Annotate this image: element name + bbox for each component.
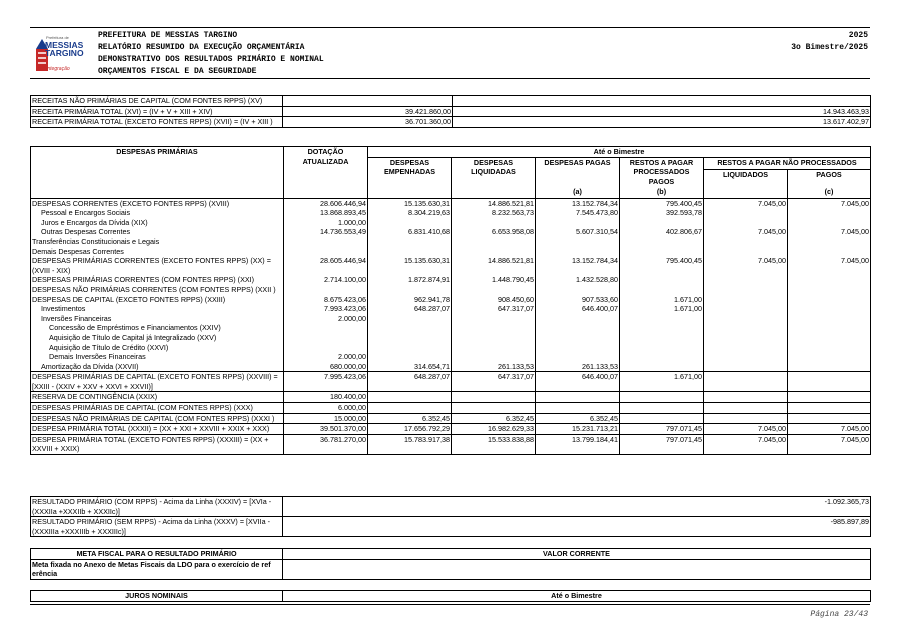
despesa-row [31,237,871,247]
despesa-rp-pagos [788,362,871,372]
despesa-pagas [536,314,620,324]
despesa-rp-liquidados [704,295,788,305]
despesa-label: DESPESAS PRIMÁRIAS CORRENTES (COM FONTES RPPS) (XXI) [31,275,284,285]
despesa-rp-pagos: 7.045,00 [788,256,871,275]
despesa-rp-liquidados [704,343,788,353]
despesa-row [31,343,871,353]
despesa-row [31,247,871,257]
despesa-liquidadas [452,323,536,333]
despesa-pagas [536,323,620,333]
despesa-empenhadas: 17.656.792,29 [368,424,452,435]
despesa-pagas: 261.133,53 [536,362,620,372]
despesa-row [31,275,871,285]
despesa-empenhadas: 15.135.630,31 [368,256,452,275]
despesa-pagas: 646.400,07 [536,304,620,314]
despesa-label: DESPESAS CORRENTES (EXCETO FONTES RPPS) (XVIII) [31,198,284,208]
resultado-value: -985.897,89 [283,517,871,537]
despesa-dotacao [284,237,368,247]
budgets-title: ORÇAMENTOS FISCAL E DA SEGURIDADE [98,67,257,76]
despesa-dotacao: 39.501.370,00 [284,424,368,435]
despesa-rp-pagos [788,352,871,362]
despesa-pagas: 5.607.310,54 [536,227,620,237]
despesa-rp-pagos: 7.045,00 [788,424,871,435]
despesa-label: DESPESAS PRIMÁRIAS DE CAPITAL (EXCETO FONTES RPPS) (XXVIII) = [XXIII - (XXIV + XXV + XXVI + XXVII)] [31,372,284,392]
receita-realizada: 14.943.463,93 [453,106,871,117]
despesa-pagas [536,352,620,362]
despesa-rp-liquidados: 7.045,00 [704,434,788,454]
resultado-label: RESULTADO PRIMÁRIO (SEM RPPS) - Acima da Linha (XXXV) = [XVIIa - (XXXIIIa +XXXIIIb + XXXIIIc)] [31,517,283,537]
despesa-dotacao [284,247,368,257]
despesa-row [31,333,871,343]
despesa-rp-pagos [788,392,871,403]
despesa-label: Amortização da Dívida (XXVII) [31,362,284,372]
despesa-liquidadas: 647.317,07 [452,304,536,314]
despesa-rp-pagos: 7.045,00 [788,198,871,208]
despesa-liquidadas: 647.317,07 [452,372,536,392]
despesa-row [31,227,871,237]
despesa-empenhadas [368,247,452,257]
despesa-rp-liquidados [704,352,788,362]
despesa-rp-liquidados [704,304,788,314]
despesa-liquidadas: 1.448.790,45 [452,275,536,285]
despesa-rp-pagos [788,304,871,314]
despesa-empenhadas: 962.941,78 [368,295,452,305]
despesa-empenhadas: 648.287,07 [368,304,452,314]
despesa-dotacao: 7.995.423,06 [284,372,368,392]
despesa-liquidadas: 908.450,60 [452,295,536,305]
despesa-rp-liquidados [704,362,788,372]
despesa-label: DESPESA PRIMÁRIA TOTAL (XXXII) = (XX + XXI + XXVIII + XXIX + XXX) [31,424,284,435]
despesa-rp-pagos [788,218,871,228]
receita-row [31,96,871,107]
entity-name: PREFEITURA DE MESSIAS TARGINO [98,31,238,40]
despesa-row [31,198,871,208]
despesa-rp-liquidados [704,208,788,218]
despesa-rp-pagos [788,343,871,353]
despesa-rp-liquidados: 7.045,00 [704,424,788,435]
receita-row [31,106,871,117]
meta-col-title: META FISCAL PARA O RESULTADO PRIMÁRIO [31,549,283,560]
despesa-rp-liquidados [704,403,788,414]
receita-label: RECEITAS NÃO PRIMÁRIAS DE CAPITAL (COM FONTES RPPS) (XV) [31,96,283,107]
despesa-label: Inversões Financeiras [31,314,284,324]
despesa-empenhadas: 8.304.219,63 [368,208,452,218]
despesa-pagas [536,333,620,343]
meta-row-value [283,559,871,579]
despesa-label: Concessão de Empréstimos e Financiamentos (XXIV) [31,323,284,333]
despesa-label: DESPESAS PRIMÁRIAS DE CAPITAL (COM FONTES RPPS) (XXX) [31,403,284,414]
empenhadas-col-title: DESPESAS EMPENHADAS [368,157,452,198]
rp-processados-col-title [620,157,704,198]
despesa-rp-liquidados [704,333,788,343]
rp-liquidados-col-title: LIQUIDADOS [704,169,788,198]
despesa-pagas: 13.152.784,34 [536,256,620,275]
juros-col-title: JUROS NOMINAIS [31,591,283,602]
despesa-rp-processados [620,333,704,343]
despesa-pagas [536,218,620,228]
despesa-liquidadas [452,343,536,353]
receita-previsao: 36.701.360,00 [283,117,453,128]
despesa-rp-liquidados: 7.045,00 [704,227,788,237]
despesa-row [31,362,871,372]
despesa-rp-processados: 1.671,00 [620,304,704,314]
despesa-empenhadas [368,333,452,343]
despesa-empenhadas: 648.287,07 [368,372,452,392]
despesa-pagas [536,247,620,257]
rp-processados-label: RESTOS A PAGAR PROCESSADOS PAGOS [629,157,694,186]
despesa-rp-processados: 795.400,45 [620,198,704,208]
report-title: RELATÓRIO RESUMIDO DA EXECUÇÃO ORÇAMENTÁRIA [98,43,305,52]
despesa-rp-processados [620,247,704,257]
despesa-empenhadas [368,285,452,295]
despesa-label: Transferências Constitucionais e Legais [31,237,284,247]
despesa-rp-liquidados [704,247,788,257]
despesa-liquidadas: 6.352,45 [452,413,536,424]
despesa-rp-processados [620,343,704,353]
despesa-empenhadas [368,218,452,228]
receita-previsao [283,96,453,107]
resultado-label: RESULTADO PRIMÁRIO (COM RPPS) - Acima da Linha (XXXIV) = [XVIa - (XXXIIa +XXXIIb + XXXIIc)] [31,497,283,517]
despesa-row [31,256,871,275]
rp-nao-processados-group: RESTOS A PAGAR NÃO PROCESSADOS [704,157,871,169]
despesa-label: DESPESAS PRIMÁRIAS CORRENTES (EXCETO FONTES RPPS) (XX) = (XVIII - XIX) [31,256,284,275]
receita-label: RECEITA PRIMÁRIA TOTAL (EXCETO FONTES RPPS) (XVII) = (IV + XIII ) [31,117,283,128]
despesa-row [31,434,871,454]
despesa-rp-liquidados: 7.045,00 [704,256,788,275]
despesa-row [31,372,871,392]
despesa-rp-pagos: 7.045,00 [788,227,871,237]
despesa-liquidadas [452,392,536,403]
despesa-row [31,295,871,305]
despesa-label: DESPESAS DE CAPITAL (EXCETO FONTES RPPS) (XXIII) [31,295,284,305]
despesa-rp-processados [620,352,704,362]
receita-previsao: 39.421.860,00 [283,106,453,117]
liquidadas-col-title: DESPESAS LIQUIDADAS [452,157,536,198]
despesa-row [31,218,871,228]
despesa-dotacao: 13.868.893,45 [284,208,368,218]
despesa-pagas [536,403,620,414]
despesa-rp-processados [620,285,704,295]
page-number: Página 23/43 [810,610,868,619]
despesa-rp-processados: 402.806,67 [620,227,704,237]
juros-table [30,590,871,602]
resultado-table [30,496,871,537]
despesa-row [31,403,871,414]
despesa-dotacao: 2.714.100,00 [284,275,368,285]
despesa-label: DESPESAS NÃO PRIMÁRIAS DE CAPITAL (COM FONTES RPPS) (XXXI ) [31,413,284,424]
despesa-dotacao: 8.675.423,06 [284,295,368,305]
despesa-dotacao: 15.000,00 [284,413,368,424]
pagas-col-label: DESPESAS PAGAS [544,157,611,167]
despesa-label: Aquisição de Título de Crédito (XXVI) [31,343,284,353]
despesa-dotacao: 680.000,00 [284,362,368,372]
despesa-rp-processados [620,413,704,424]
despesa-rp-pagos [788,285,871,295]
despesa-empenhadas: 15.135.630,31 [368,198,452,208]
despesa-rp-liquidados [704,275,788,285]
despesa-row [31,208,871,218]
despesa-rp-processados: 1.671,00 [620,372,704,392]
despesa-dotacao: 2.000,00 [284,314,368,324]
despesa-row [31,323,871,333]
despesa-liquidadas: 8.232.563,73 [452,208,536,218]
despesa-rp-liquidados [704,372,788,392]
despesa-rp-pagos [788,237,871,247]
despesa-empenhadas [368,403,452,414]
despesa-liquidadas [452,352,536,362]
despesa-empenhadas [368,314,452,324]
despesa-liquidadas: 6.653.958,08 [452,227,536,237]
report-period: 3o Bimestre/2025 [791,43,868,52]
despesas-col-title: DESPESAS PRIMÁRIAS [31,147,284,199]
despesa-rp-pagos [788,323,871,333]
despesa-row [31,314,871,324]
despesa-rp-liquidados [704,285,788,295]
despesa-rp-processados: 797.071,45 [620,434,704,454]
despesa-rp-processados [620,323,704,333]
despesa-empenhadas: 15.783.917,38 [368,434,452,454]
despesa-pagas: 13.152.784,34 [536,198,620,208]
despesa-rp-pagos [788,413,871,424]
despesa-dotacao: 1.000,00 [284,218,368,228]
despesa-pagas: 907.533,60 [536,295,620,305]
ate-bimestre-group: Até o Bimestre [368,147,871,158]
despesa-label: Aquisição de Título de Capital já Integralizado (XXV) [31,333,284,343]
despesa-rp-processados [620,392,704,403]
despesa-rp-processados [620,275,704,285]
despesa-dotacao [284,333,368,343]
meta-fiscal-table [30,548,871,580]
despesa-rp-liquidados [704,237,788,247]
despesa-label: Pessoal e Encargos Sociais [31,208,284,218]
despesa-rp-liquidados [704,218,788,228]
logo-tagline: Prefeitura de [46,35,69,40]
despesa-pagas [536,237,620,247]
despesa-rp-pagos [788,314,871,324]
despesa-label: RESERVA DE CONTINGÊNCIA (XXIX) [31,392,284,403]
despesa-liquidadas: 15.533.838,88 [452,434,536,454]
rp-pagos-mark: (c) [824,187,834,196]
despesa-rp-processados: 392.593,78 [620,208,704,218]
despesa-pagas [536,343,620,353]
despesa-empenhadas [368,343,452,353]
despesa-row [31,413,871,424]
resultado-row [31,497,871,517]
despesa-empenhadas: 6.831.410,68 [368,227,452,237]
pagas-col-title [536,157,620,198]
despesa-pagas: 1.432.528,80 [536,275,620,285]
despesa-rp-liquidados: 7.045,00 [704,198,788,208]
despesa-rp-pagos [788,403,871,414]
despesa-rp-liquidados [704,314,788,324]
despesa-pagas: 15.231.713,21 [536,424,620,435]
despesa-liquidadas [452,237,536,247]
despesa-dotacao [284,343,368,353]
despesa-liquidadas [452,314,536,324]
despesa-label: DESPESAS NÃO PRIMÁRIAS CORRENTES (COM FONTES RPPS) (XXII ) [31,285,284,295]
despesa-pagas [536,392,620,403]
despesa-row [31,424,871,435]
despesa-empenhadas: 1.872.874,91 [368,275,452,285]
despesa-liquidadas [452,333,536,343]
juros-period-col-title: Até o Bimestre [283,591,871,602]
despesa-label: Demais Despesas Correntes [31,247,284,257]
receita-label: RECEITA PRIMÁRIA TOTAL (XVI) = (IV + V + XIII + XIV) [31,106,283,117]
despesa-dotacao [284,323,368,333]
despesa-liquidadas: 16.982.629,33 [452,424,536,435]
despesa-rp-pagos: 7.045,00 [788,434,871,454]
resultado-row [31,517,871,537]
rp-pagos-label: PAGOS [816,169,842,179]
despesa-rp-liquidados [704,392,788,403]
logo-text: MESSIAS TARGINO [45,40,84,58]
despesa-pagas: 6.352,45 [536,413,620,424]
despesa-empenhadas [368,392,452,403]
receita-realizada: 13.617.402,97 [453,117,871,128]
despesa-row [31,392,871,403]
despesa-rp-pagos [788,333,871,343]
despesa-rp-pagos [788,372,871,392]
despesa-pagas [536,285,620,295]
despesa-rp-pagos [788,247,871,257]
despesa-pagas: 7.545.473,80 [536,208,620,218]
despesa-empenhadas [368,237,452,247]
logo-subtitle: Integração [46,66,70,72]
despesa-dotacao: 6.000,00 [284,403,368,414]
despesa-rp-processados [620,314,704,324]
receita-row [31,117,871,128]
despesa-pagas: 13.799.184,41 [536,434,620,454]
despesa-dotacao: 2.000,00 [284,352,368,362]
despesa-liquidadas: 14.886.521,81 [452,256,536,275]
despesa-rp-processados [620,218,704,228]
despesa-row [31,352,871,362]
despesa-liquidadas [452,218,536,228]
meta-row-label: Meta fixada no Anexo de Metas Fiscais da LDO para o exercício de ref erência [31,559,283,579]
despesa-empenhadas [368,323,452,333]
rp-pagos-col-title [788,169,871,198]
despesa-dotacao [284,285,368,295]
despesa-rp-processados [620,237,704,247]
resultado-value: -1.092.365,73 [283,497,871,517]
despesa-rp-liquidados [704,413,788,424]
despesa-rp-processados: 795.400,45 [620,256,704,275]
despesa-row [31,285,871,295]
despesa-row [31,304,871,314]
despesa-rp-pagos [788,295,871,305]
despesa-rp-processados [620,403,704,414]
valor-corrente-col-title: VALOR CORRENTE [283,549,871,560]
despesa-dotacao: 180.400,00 [284,392,368,403]
despesa-rp-liquidados [704,323,788,333]
despesa-liquidadas [452,247,536,257]
despesa-liquidadas: 261.133,53 [452,362,536,372]
despesa-pagas: 646.400,07 [536,372,620,392]
despesa-label: Juros e Encargos da Dívida (XIX) [31,218,284,228]
despesa-dotacao: 36.781.270,00 [284,434,368,454]
despesa-dotacao: 28.605.446,94 [284,256,368,275]
despesa-dotacao: 28.606.446,94 [284,198,368,208]
report-year: 2025 [848,31,868,40]
despesa-label: DESPESA PRIMÁRIA TOTAL (EXCETO FONTES RPPS) (XXXIII) = (XX + XXVIII + XXIX) [31,434,284,454]
receitas-table [30,95,871,128]
despesas-table [30,146,871,455]
despesa-liquidadas [452,403,536,414]
despesa-label: Demais Inversões Financeiras [31,352,284,362]
statement-title: DEMONSTRATIVO DOS RESULTADOS PRIMÁRIO E NOMINAL [98,55,324,64]
despesa-dotacao: 14.736.553,49 [284,227,368,237]
despesa-rp-processados: 1.671,00 [620,295,704,305]
despesa-label: Outras Despesas Correntes [31,227,284,237]
despesa-rp-processados [620,362,704,372]
despesa-rp-pagos [788,208,871,218]
despesa-rp-pagos [788,275,871,285]
pagas-col-mark: (a) [573,187,582,196]
despesa-empenhadas: 314.654,71 [368,362,452,372]
despesa-rp-processados: 797.071,45 [620,424,704,435]
despesa-liquidadas [452,285,536,295]
despesa-empenhadas: 6.352,45 [368,413,452,424]
despesa-empenhadas [368,352,452,362]
despesa-label: Investimentos [31,304,284,314]
despesa-dotacao: 7.993.423,06 [284,304,368,314]
rp-processados-mark: (b) [656,187,667,196]
despesa-liquidadas: 14.886.521,81 [452,198,536,208]
receita-realizada [453,96,871,107]
dotacao-col-title: DOTAÇÃO ATUALIZADA [284,147,368,199]
